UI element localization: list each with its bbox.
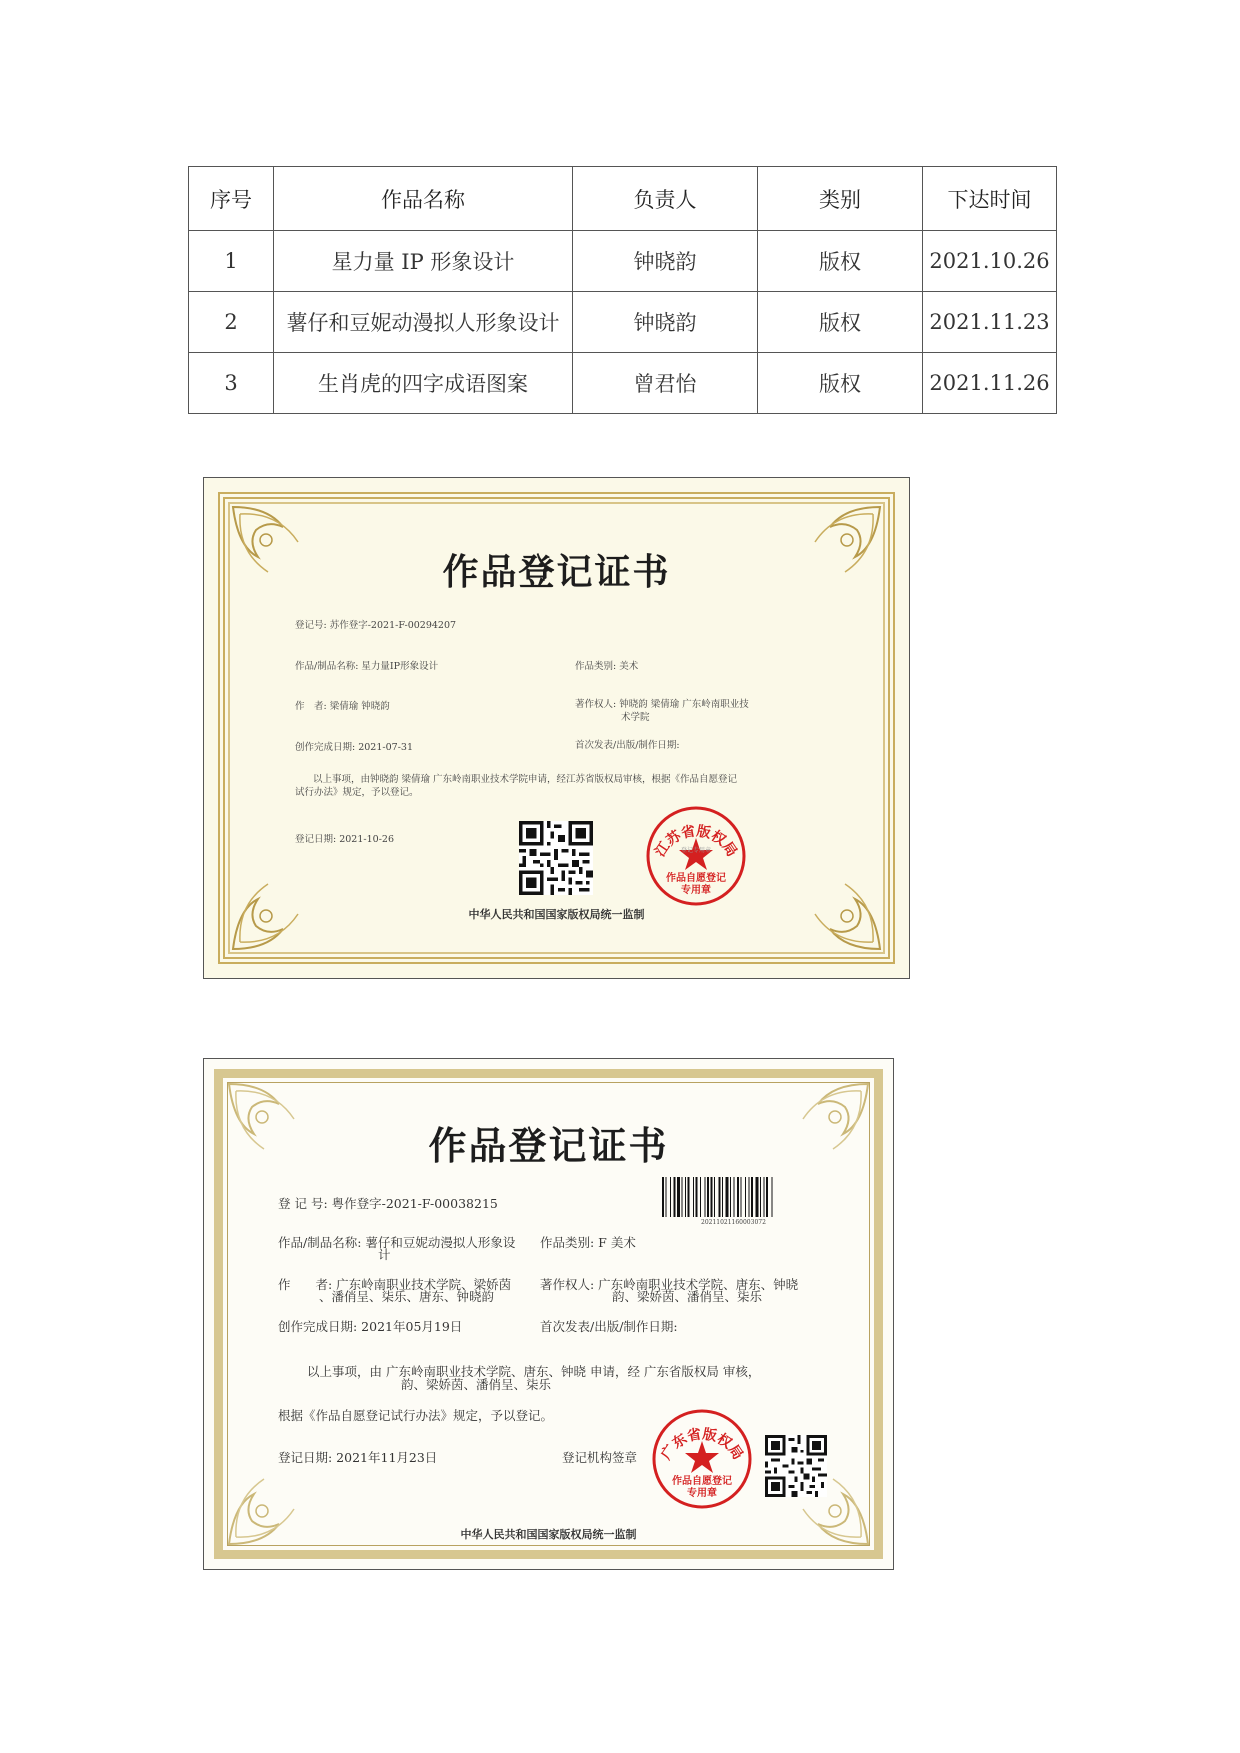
header-owner: 负责人 bbox=[573, 167, 758, 231]
copyright-owner: 著作权人: 广东岭南职业技术学院、唐东、钟晓 bbox=[540, 1277, 799, 1292]
cell-date: 2021.11.26 bbox=[923, 353, 1057, 414]
seal-last-text: 专用章 bbox=[681, 885, 711, 896]
cell-date: 2021.10.26 bbox=[923, 231, 1057, 292]
qr-code-icon bbox=[519, 821, 593, 895]
work-name: 作品/制品名称: 星力量IP形象设计 bbox=[295, 661, 439, 672]
seal-bottom-text: 作品自愿登记 bbox=[666, 873, 726, 884]
work-name-cont: 计 bbox=[378, 1247, 391, 1262]
header-date: 下达时间 bbox=[923, 167, 1057, 231]
seal-bottom-text: 作品自愿登记 bbox=[672, 1476, 732, 1487]
cell-work-name: 薯仔和豆妮动漫拟人形象设计 bbox=[274, 292, 573, 353]
registration-number: 登 记 号: 粤作登字-2021-F-00038215 bbox=[278, 1196, 498, 1211]
publish-date: 首次发表/出版/制作日期: bbox=[575, 740, 680, 751]
work-name: 作品/制品名称: 薯仔和豆妮动漫拟人形象设 bbox=[278, 1235, 516, 1250]
cell-owner: 钟晓韵 bbox=[573, 231, 758, 292]
cell-date: 2021.11.23 bbox=[923, 292, 1057, 353]
statement-line-2: 韵、梁娇茵、潘俏呈、柒乐 bbox=[401, 1377, 552, 1392]
cell-owner: 钟晓韵 bbox=[573, 292, 758, 353]
header-category: 类别 bbox=[758, 167, 923, 231]
official-seal-icon bbox=[650, 1407, 754, 1511]
completion-date: 创作完成日期: 2021-07-31 bbox=[295, 742, 413, 753]
cell-work-name: 星力量 IP 形象设计 bbox=[274, 231, 573, 292]
seal-middle-text: 登记专用章 bbox=[680, 847, 712, 854]
certificate-title: 作品登记证书 bbox=[428, 1123, 669, 1168]
seal-last-text: 专用章 bbox=[687, 1488, 717, 1499]
cell-index: 1 bbox=[189, 231, 274, 292]
registration-table bbox=[188, 166, 1057, 414]
work-category: 作品类别: 美术 bbox=[575, 661, 639, 672]
barcode-icon bbox=[662, 1177, 828, 1217]
table-row bbox=[189, 292, 1057, 353]
registration-date: 登记日期: 2021-10-26 bbox=[295, 834, 394, 845]
cell-index: 2 bbox=[189, 292, 274, 353]
registration-date: 登记日期: 2021年11月23日 bbox=[278, 1450, 438, 1465]
author: 作 者: 广东岭南职业技术学院、梁娇茵 bbox=[278, 1277, 512, 1292]
table-row bbox=[189, 353, 1057, 414]
table-header-row bbox=[189, 167, 1057, 231]
cell-category: 版权 bbox=[758, 292, 923, 353]
copyright-owner: 著作权人: 钟晓韵 梁倩瑜 广东岭南职业技 bbox=[575, 699, 749, 710]
certificate-footer: 中华人民共和国国家版权局统一监制 bbox=[460, 1528, 637, 1541]
statement-line-1: 以上事项，由钟晓韵 梁倩瑜 广东岭南职业技术学院申请，经江苏省版权局审核，根据《作品自愿登记 bbox=[313, 774, 738, 785]
completion-date: 创作完成日期: 2021年05月19日 bbox=[278, 1319, 463, 1334]
official-seal-icon bbox=[644, 804, 748, 908]
seal-top-text: 广东省版权局 bbox=[658, 1426, 746, 1463]
copyright-owner-cont: 韵、梁娇茵、潘俏呈、柒乐 bbox=[612, 1289, 763, 1304]
table-row bbox=[189, 231, 1057, 292]
cell-category: 版权 bbox=[758, 353, 923, 414]
certificate-footer: 中华人民共和国国家版权局统一监制 bbox=[468, 908, 645, 921]
registration-basis: 根据《作品自愿登记试行办法》规定，予以登记。 bbox=[278, 1408, 554, 1423]
certificate-title: 作品登记证书 bbox=[442, 551, 671, 593]
author-cont: 、潘俏呈、柒乐、唐东、钟晓韵 bbox=[319, 1289, 495, 1304]
qr-code-icon bbox=[765, 1435, 827, 1497]
publish-date: 首次发表/出版/制作日期: bbox=[540, 1319, 678, 1334]
cell-owner: 曾君怡 bbox=[573, 353, 758, 414]
work-category: 作品类别: F 美术 bbox=[540, 1235, 636, 1250]
header-index: 序号 bbox=[189, 167, 274, 231]
cell-category: 版权 bbox=[758, 231, 923, 292]
certificate-2 bbox=[203, 1058, 894, 1570]
certificate-1 bbox=[203, 477, 910, 979]
barcode-number: 20211021160003072 bbox=[701, 1219, 766, 1226]
cell-work-name: 生肖虎的四字成语图案 bbox=[274, 353, 573, 414]
statement-line-2: 试行办法》规定，予以登记。 bbox=[295, 787, 419, 798]
author: 作 者: 梁倩瑜 钟晓韵 bbox=[295, 701, 390, 712]
statement-line-1: 以上事项，由 广东岭南职业技术学院、唐东、钟晓 申请，经 广东省版权局 审核， bbox=[307, 1364, 761, 1379]
registration-number: 登记号: 苏作登字-2021-F-00294207 bbox=[295, 620, 457, 631]
header-work-name: 作品名称 bbox=[274, 167, 573, 231]
seal-label: 登记机构签章 bbox=[562, 1450, 638, 1465]
copyright-owner-cont: 术学院 bbox=[621, 712, 650, 723]
cell-index: 3 bbox=[189, 353, 274, 414]
seal-top-text: 江苏省版权局 bbox=[652, 823, 740, 860]
